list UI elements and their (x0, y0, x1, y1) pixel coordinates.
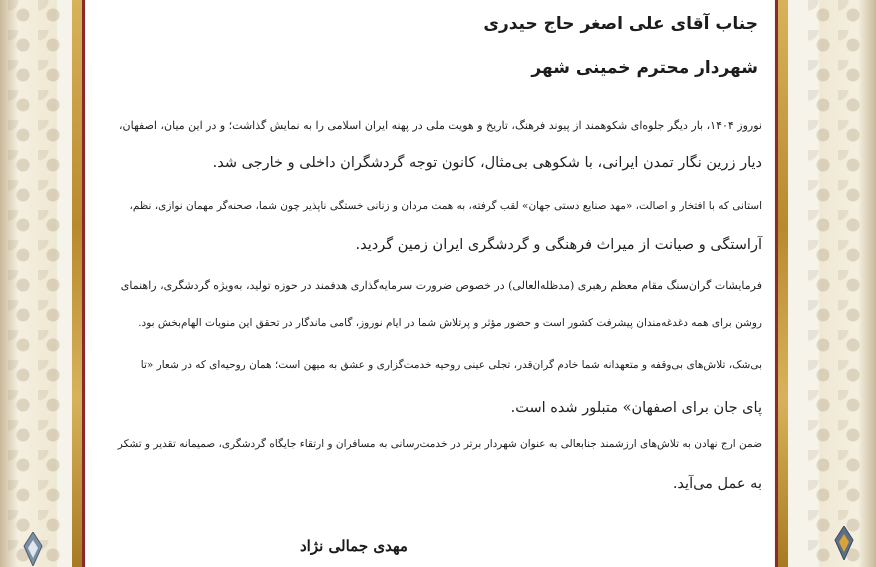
addressee-title: شهردار محترم خمینی شهر (531, 58, 758, 78)
right-border-pattern (808, 0, 868, 567)
letter-content (100, 0, 770, 567)
addressee-name: جناب آقای علی اصغر حاج حیدری (483, 14, 758, 34)
signature-name: مهدی جمالی نژاد (300, 537, 408, 555)
body-line: فرمایشات گران‌سنگ مقام معظم رهبری (مدظله‌العالی) در خصوص ضرورت سرمایه‌گذاری هدفمند در حوزه تولید، به‌ویژه گردشگری، راهنمای (120, 279, 762, 292)
left-corner-ornament-icon (22, 532, 44, 566)
body-line: روشن برای همه دغدغه‌مندان پیشرفت کشور است و حضور مؤثر و پرتلاش شما در ایام نوروز، گامی ماندگار در تحقق این منویات الهام‌بخش بود. (138, 317, 762, 329)
body-line: آراستگی و صیانت از میراث فرهنگی و گردشگری ایران زمین گردید. (355, 237, 762, 253)
body-line: دیار زرین نگار تمدن ایرانی، با شکوهی بی‌مثال، کانون توجه گردشگران داخلی و خارجی شد. (212, 155, 762, 171)
body-line: نوروز ۱۴۰۴، بار دیگر جلوه‌ای شکوهمند از پیوند فرهنگ، تاریخ و هویت ملی در پهنه ایران اسلامی را به نمایش گذاشت؛ و در این میان، اصفهان، (118, 119, 762, 132)
right-corner-ornament-icon (833, 526, 855, 560)
right-gold-band (778, 0, 788, 567)
body-line: استانی که با افتخار و اصالت، «مهد صنایع دستی جهان» لقب گرفته، به همت مردان و زنانی خستگی ناپذیر چون شما، صحنه‌گر مهمان نوازی، نظم، (129, 200, 762, 212)
body-line: بی‌شک، تلاش‌های بی‌وقفه و متعهدانه شما خادم گران‌قدر، تجلی عینی روحیه خدمت‌گزاری و عشق به میهن است؛ همان روحیه‌ای که در شعار «تا (140, 359, 762, 371)
body-line: به عمل می‌آید. (672, 476, 762, 492)
left-border-pattern (8, 0, 68, 567)
body-line: پای جان برای اصفهان» متبلور شده است. (510, 400, 762, 416)
left-gold-band (72, 0, 82, 567)
body-line: ضمن ارج نهادن به تلاش‌های ارزشمند جنابعالی به عنوان شهردار برتر در خدمت‌رسانی به مسافران و ارتقاء جایگاه گردشگری، صمیمانه تقدیر و تشکر (117, 438, 762, 450)
